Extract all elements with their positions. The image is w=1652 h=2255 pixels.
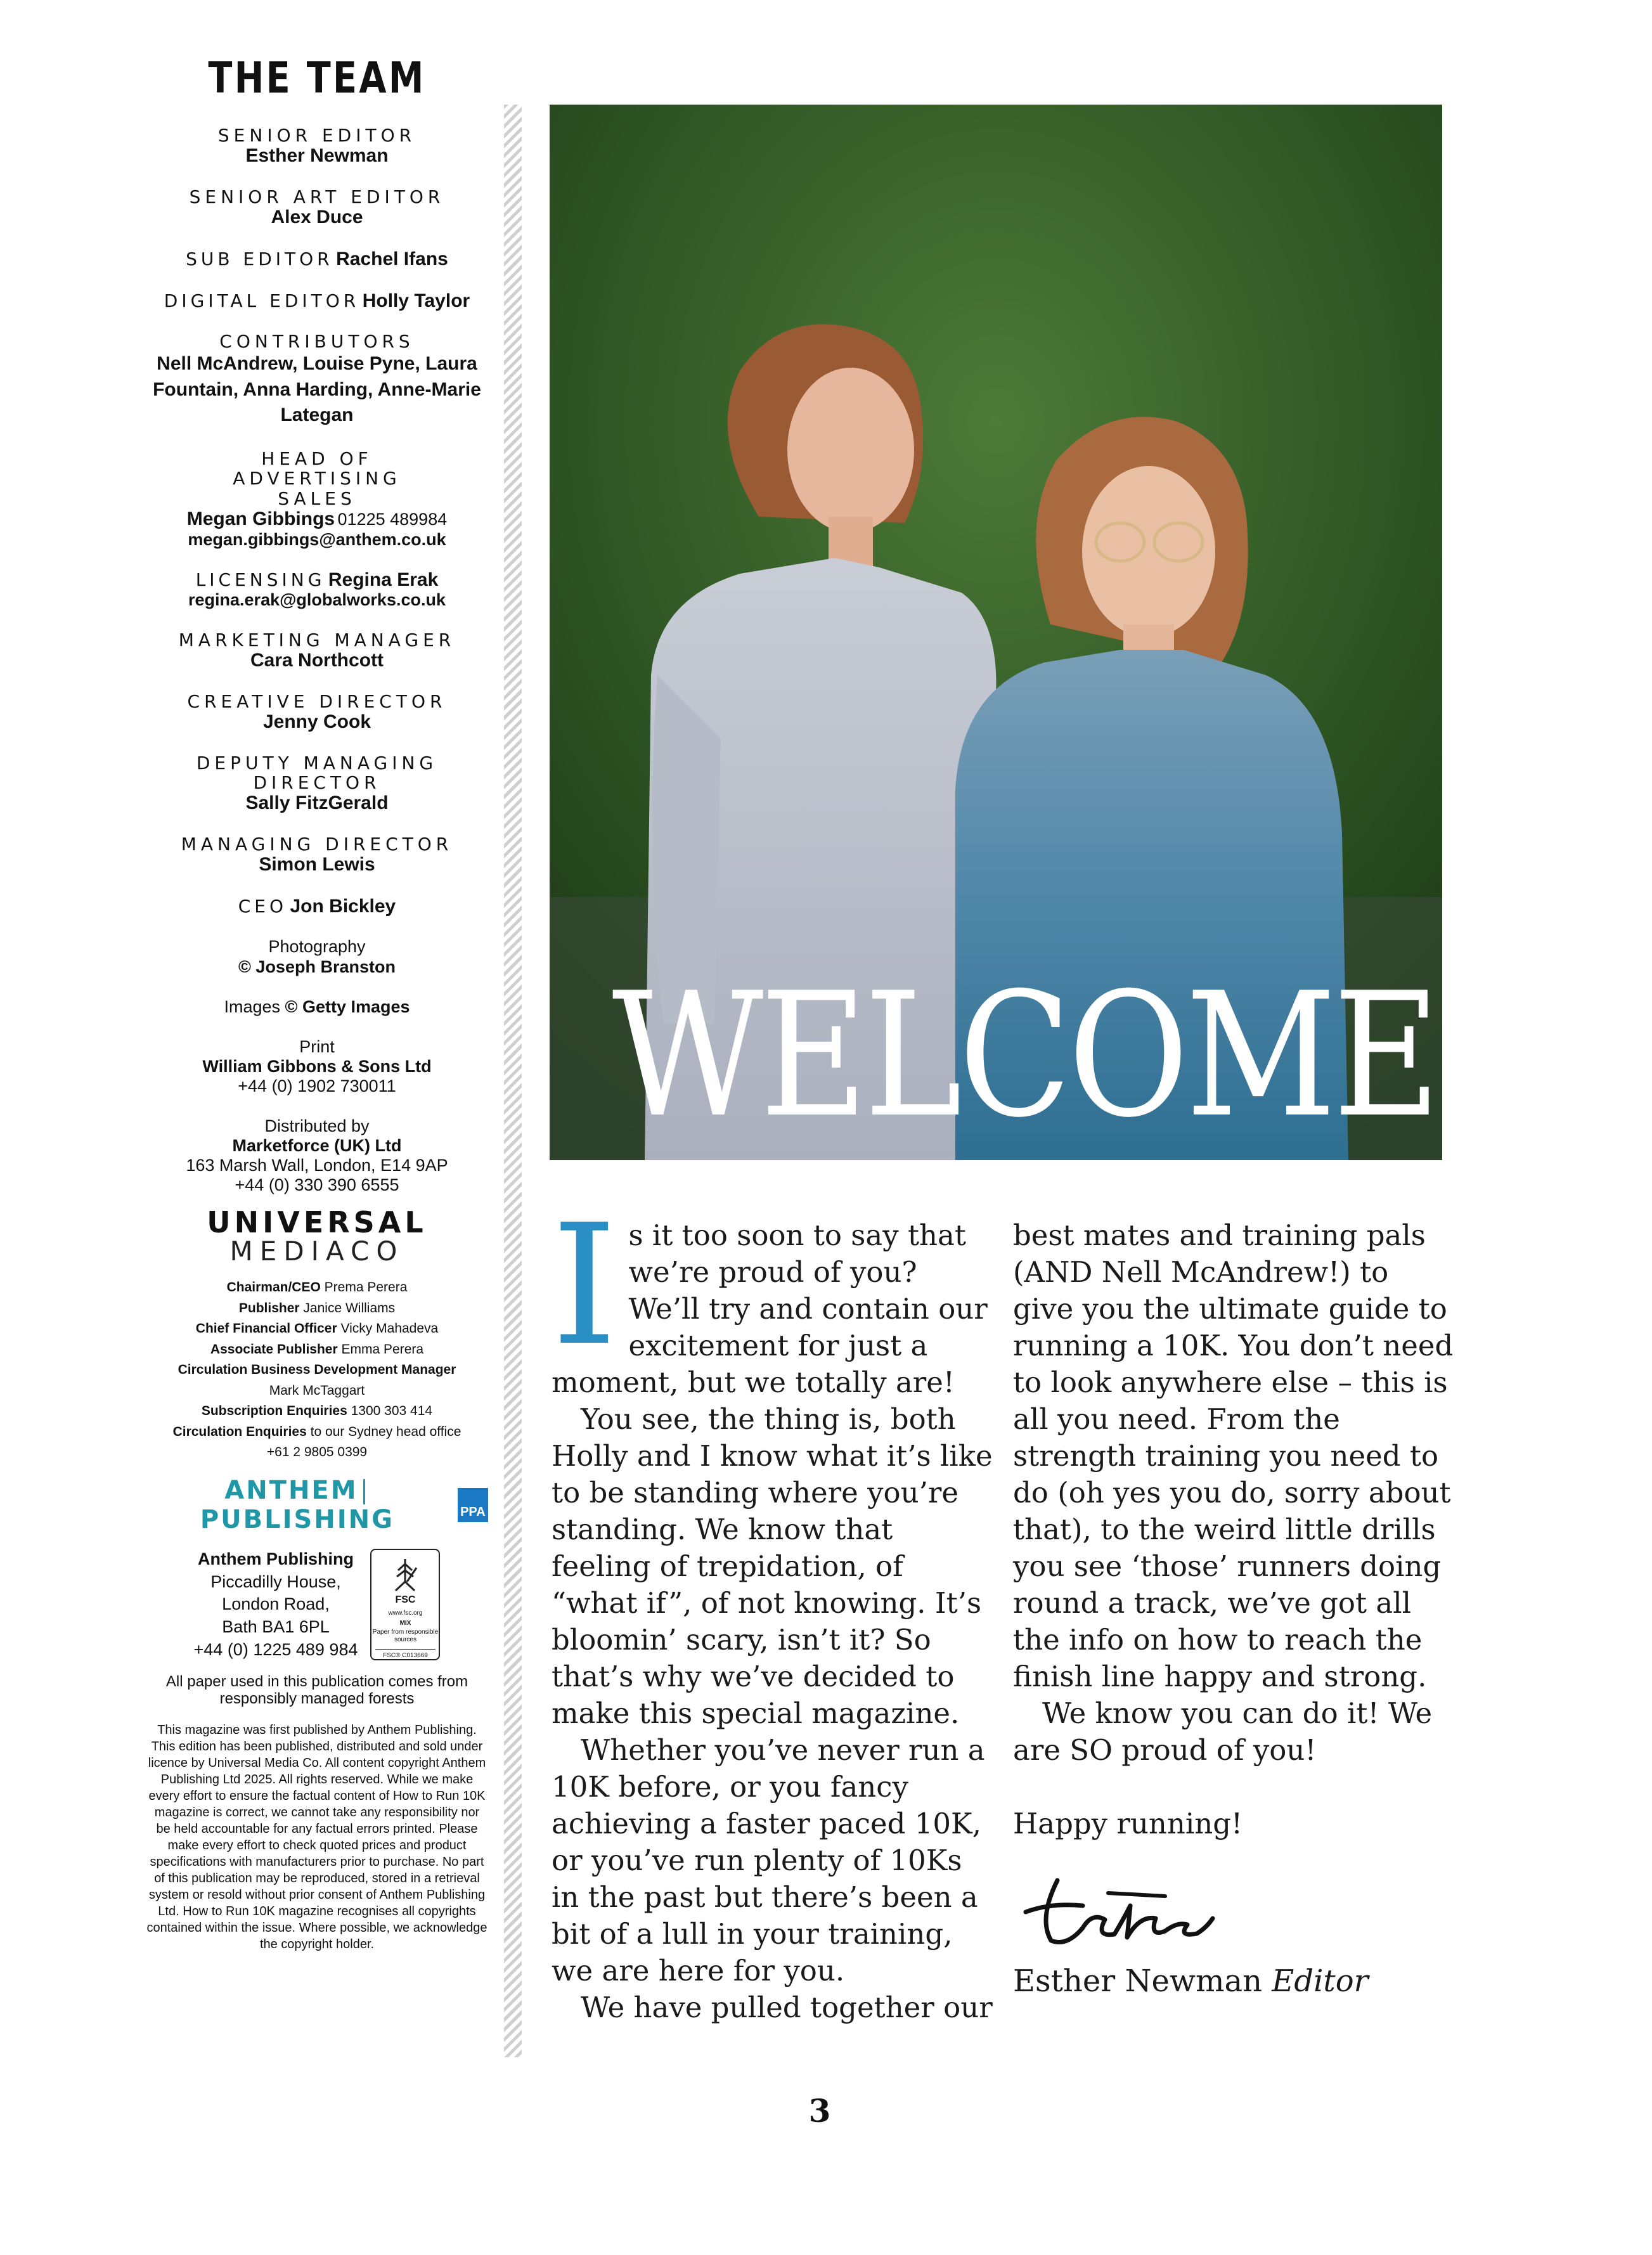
credit-role: CREATIVE DIRECTOR: [187, 690, 447, 712]
anthem-publishing-logo: [146, 1476, 449, 1534]
staff-line: [146, 1442, 488, 1463]
author-title: Editor: [1272, 1963, 1369, 1999]
staff-role: Associate Publisher: [210, 1341, 338, 1357]
photography-label: Photography: [268, 937, 366, 957]
credit-name: Rachel Ifans: [336, 248, 448, 269]
credit-name: Cara Northcott: [250, 650, 384, 671]
staff-name: 1300 303 414: [351, 1404, 433, 1419]
distributed-phone: +44 (0) 330 390 6555: [235, 1175, 399, 1194]
images-value: © Getty Images: [285, 997, 410, 1016]
welcome-headline: WELCOME: [612, 955, 1438, 1155]
staff-name: Mark McTaggart: [269, 1383, 365, 1398]
author-byline: [1013, 1963, 1457, 2000]
staff-name: to our Sydney head office: [310, 1424, 461, 1439]
credit-role: MARKETING MANAGER: [178, 629, 456, 650]
paragraph-gap: [1013, 1769, 1457, 1806]
staff-name: +61 2 9805 0399: [266, 1445, 368, 1460]
credit-name: Esther Newman: [245, 145, 389, 167]
credit-sub-editor: [146, 249, 488, 270]
fsc-mix: MIX: [399, 1620, 411, 1627]
credit-photography: [146, 937, 488, 976]
credit-role: MANAGING DIRECTOR: [181, 833, 453, 855]
credit-licensing: [146, 569, 488, 610]
credit-deputy-md: [146, 753, 488, 814]
credit-digital-editor: [146, 290, 488, 312]
credit-name: Megan Gibbings: [186, 508, 335, 530]
credit-role: CEO: [238, 895, 288, 917]
article-paragraph: best mates and training pals (AND Nell McAndrew!) to give you the ultimate guide to running a 10K. You don’t need to look anywhere else – this is all you need. From the strength training you need to do (oh yes you do, sorry about that), to the weird little drills you see ‘those’ runners doing round a track, we’ve got all the info on how to reach the finish line happy and strong.: [1013, 1218, 1454, 1693]
paper-note: All paper used in this publication comes from responsibly managed forests: [165, 1673, 468, 1708]
credit-role: DEPUTY MANAGING DIRECTOR: [196, 752, 438, 793]
team-sidebar: [146, 53, 488, 1953]
credit-role: DIGITAL EDITOR: [164, 290, 360, 311]
credit-managing-director: [146, 834, 488, 876]
credit-marketing-manager: [146, 630, 488, 671]
photography-value: © Joseph Branston: [238, 957, 396, 976]
editor-signature: [1013, 1868, 1229, 1950]
credit-contributors: [146, 332, 488, 429]
staff-list: [146, 1277, 488, 1463]
credit-name: Sally FitzGerald: [245, 792, 389, 814]
drop-cap: I: [552, 1189, 617, 1382]
fsc-url: www.fsc.org: [388, 1610, 423, 1617]
anthem-logo-left: ANTHEM: [224, 1476, 358, 1506]
credit-distributed: [146, 1116, 488, 1195]
ppa-logo: PPA: [458, 1488, 488, 1522]
fsc-desc: Paper from responsible sources: [372, 1629, 439, 1644]
page-number-value: 3: [808, 2092, 831, 2129]
staff-name: Prema Perera: [324, 1280, 408, 1295]
staff-line: [146, 1298, 488, 1319]
address-phone: +44 (0) 1225 489 984: [193, 1639, 358, 1659]
staff-line: [146, 1422, 488, 1443]
publisher-address-block: [146, 1548, 488, 1661]
universal-logo-bottom: MEDIACO: [229, 1235, 404, 1267]
staff-role: Chief Financial Officer: [195, 1321, 337, 1336]
credit-advertising: [146, 449, 488, 549]
credit-role: SUB EDITOR: [186, 248, 333, 269]
article-paragraph: s it too soon to say that we’re proud of you? We’ll try and contain our excitement for just a moment, but we totally are!: [552, 1218, 988, 1399]
distributed-label: Distributed by: [264, 1116, 370, 1135]
credit-creative-director: [146, 692, 488, 733]
credit-senior-editor: [146, 126, 488, 167]
team-title: THE TEAM: [208, 53, 426, 103]
address-line: London Road,: [222, 1594, 330, 1614]
credit-email: megan.gibbings@anthem.co.uk: [188, 529, 446, 549]
staff-name: Janice Williams: [303, 1300, 396, 1315]
article-paragraph: Whether you’ve never run a 10K before, or you fancy achieving a faster paced 10K, or you’ve run plenty of 10Ks in the past but there’s been a bit of a lull in your training, we are here for you.: [552, 1733, 985, 1987]
credit-senior-art-editor: [146, 187, 488, 228]
credit-role: CONTRIBUTORS: [219, 331, 415, 352]
staff-line: [146, 1360, 488, 1381]
credit-images: [146, 997, 488, 1017]
legal-notice: This magazine was first published by Anthem Publishing. This edition has been published, distributed and sold under licence by Universal Media Co. All content copyright Anthem Publishing Ltd 2025. All rights reserved. While we make every effort to ensure the factual content of How to Run 10K magazine is correct, we cannot take any responsibility nor be held accountable for any factual errors printed. Please make every effort to check quoted prices and product specifications with manufacturers prior to purchase. No part of this publication may be reproduced, stored in a retrieval system or resold without prior consent of Anthem Publishing Ltd. How to Run 10K magazine recognises all copyrights contained within the issue. Where possible, we acknowledge the copyright holder.: [146, 1722, 487, 1951]
credit-name: Regina Erak: [328, 569, 439, 590]
article-paragraph: We know you can do it! We are SO proud of you!: [1013, 1696, 1433, 1767]
fsc-logo: [370, 1549, 440, 1660]
staff-name: Vicky Mahadeva: [340, 1321, 439, 1336]
anthem-logo-right: PUBLISHING: [200, 1505, 394, 1535]
anthem-logo-divider: [363, 1479, 365, 1504]
fsc-label: FSC: [395, 1594, 416, 1606]
page-number: [0, 2092, 1652, 2129]
sign-off: Happy running!: [1013, 1807, 1243, 1840]
staff-role: Circulation Business Development Manager: [177, 1362, 456, 1378]
publisher-address: [194, 1548, 358, 1661]
credit-ceo: [146, 896, 488, 917]
staff-role: Circulation Enquiries: [172, 1424, 307, 1439]
fsc-tree-icon: [389, 1556, 421, 1593]
article-paragraph: You see, the thing is, both Holly and I know what it’s like to be standing where you’re standing. We know that feeling of trepidation, of “what if”, of not knowing. It’s bloomin’ scary, isn’t it? So that’s why we’ve decided to make this special magazine.: [552, 1402, 993, 1730]
article-paragraph: We have pulled together our: [581, 1991, 993, 2024]
credit-name: Jon Bickley: [290, 895, 396, 917]
credit-name: Jenny Cook: [262, 711, 371, 732]
fsc-code: FSC® C013669: [375, 1649, 436, 1659]
author-name: Esther Newman: [1013, 1963, 1263, 1999]
hero-photo: [550, 105, 1442, 1160]
address-line: Piccadilly House,: [210, 1572, 341, 1591]
staff-line: [146, 1401, 488, 1422]
staff-role: Publisher: [238, 1300, 300, 1315]
distributed-address: 163 Marsh Wall, London, E14 9AP: [186, 1155, 448, 1175]
universal-logo-top: UNIVERSAL: [207, 1205, 427, 1239]
address-line: Bath BA1 6PL: [222, 1617, 330, 1636]
print-phone: +44 (0) 1902 730011: [238, 1076, 396, 1095]
credit-name: Simon Lewis: [259, 854, 375, 876]
staff-line: [146, 1277, 488, 1298]
anthem-logo-row: [146, 1476, 488, 1534]
distributed-company: Marketforce (UK) Ltd: [232, 1135, 402, 1155]
print-company: William Gibbons & Sons Ltd: [202, 1056, 432, 1076]
article-column-1: [552, 1189, 995, 2026]
staff-role: Subscription Enquiries: [201, 1404, 347, 1419]
credit-name: Alex Duce: [271, 207, 363, 228]
print-label: Print: [299, 1037, 335, 1056]
credit-role: LICENSING: [195, 569, 326, 590]
credit-name: Nell McAndrew, Louise Pyne, Laura Fountain, Anna Harding, Anne-Marie Lategan: [153, 353, 481, 426]
credit-name: Holly Taylor: [362, 290, 470, 311]
address-company: Anthem Publishing: [198, 1549, 354, 1569]
hatched-divider: [504, 105, 522, 2057]
staff-line: [146, 1340, 488, 1360]
staff-line: [146, 1319, 488, 1340]
credit-phone: 01225 489984: [337, 510, 448, 529]
universal-mediaco-logo: [146, 1205, 488, 1267]
images-label: Images: [224, 997, 281, 1016]
article-column-2: [1013, 1217, 1457, 2000]
credit-role: SENIOR EDITOR: [217, 125, 416, 146]
credit-print: [146, 1037, 488, 1096]
staff-role: Chairman/CEO: [226, 1280, 321, 1295]
staff-line: [146, 1381, 488, 1402]
staff-name: Emma Perera: [341, 1341, 424, 1357]
credit-email: regina.erak@globalworks.co.uk: [188, 590, 446, 610]
credit-role: HEAD OF ADVERTISING SALES: [233, 448, 401, 509]
credit-role: SENIOR ART EDITOR: [189, 186, 445, 207]
